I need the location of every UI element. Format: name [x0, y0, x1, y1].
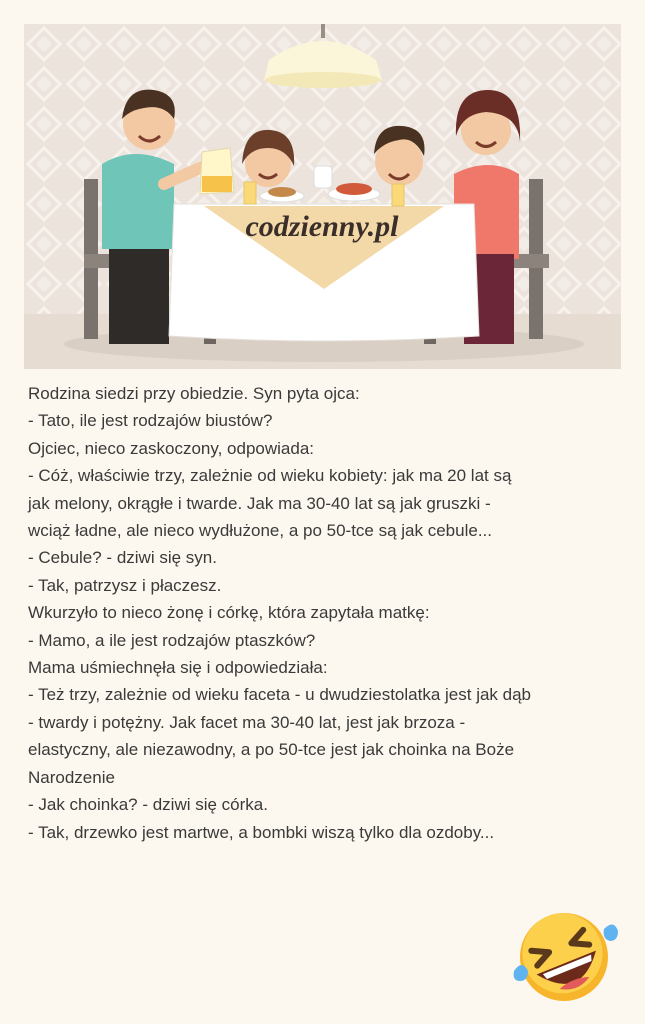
rolling-on-floor-laughing-icon: [508, 905, 620, 1009]
story-line: - Tak, patrzysz i płaczesz.: [28, 575, 222, 595]
story-line: - Tato, ile jest rodzajów biustów?: [28, 411, 273, 431]
story-line: Wkurzyło to nieco żonę i córkę, która zapytała matkę:: [28, 603, 430, 623]
story-line: - Tak, drzewko jest martwe, a bombki wiszą tylko dla ozdoby...: [28, 822, 495, 842]
story-line: elastyczny, ale niezawodny, a po 50-tce jest jak choinka na Boże: [28, 740, 515, 760]
story-line: - Cebule? - dziwi się syn.: [28, 548, 217, 568]
story-line: Ojciec, nieco zaskoczony, odpowiada:: [28, 438, 315, 458]
story-line: jak melony, okrągłe i twarde. Jak ma 30-40 lat są jak gruszki -: [28, 493, 491, 513]
story-line: - twardy i potężny. Jak facet ma 30-40 lat, jest jak brzoza -: [28, 712, 466, 732]
story-line: Rodzina siedzi przy obiedzie. Syn pyta ojca:: [28, 384, 360, 403]
story-line: - Cóż, właściwie trzy, zależnie od wieku kobiety: jak ma 20 lat są: [28, 466, 512, 486]
story-line: - Jak choinka? - dziwi się córka.: [28, 795, 268, 815]
story-line: - Mamo, a ile jest rodzajów ptaszków?: [28, 630, 316, 650]
story-line: wciąż ładne, ale nieco wydłużone, a po 50-tce są jak cebule...: [28, 521, 492, 541]
joke-text: [28, 380, 624, 846]
story-line: - Też trzy, zależnie od wieku faceta - u dwudziestolatka jest jak dąb: [28, 685, 532, 705]
story-line: Mama uśmiechnęła się i odpowiedziała:: [28, 658, 328, 678]
family-dinner-illustration: [24, 24, 621, 369]
story-line: Narodzenie: [28, 767, 115, 787]
watermark-text: codzienny.pl: [245, 210, 399, 243]
